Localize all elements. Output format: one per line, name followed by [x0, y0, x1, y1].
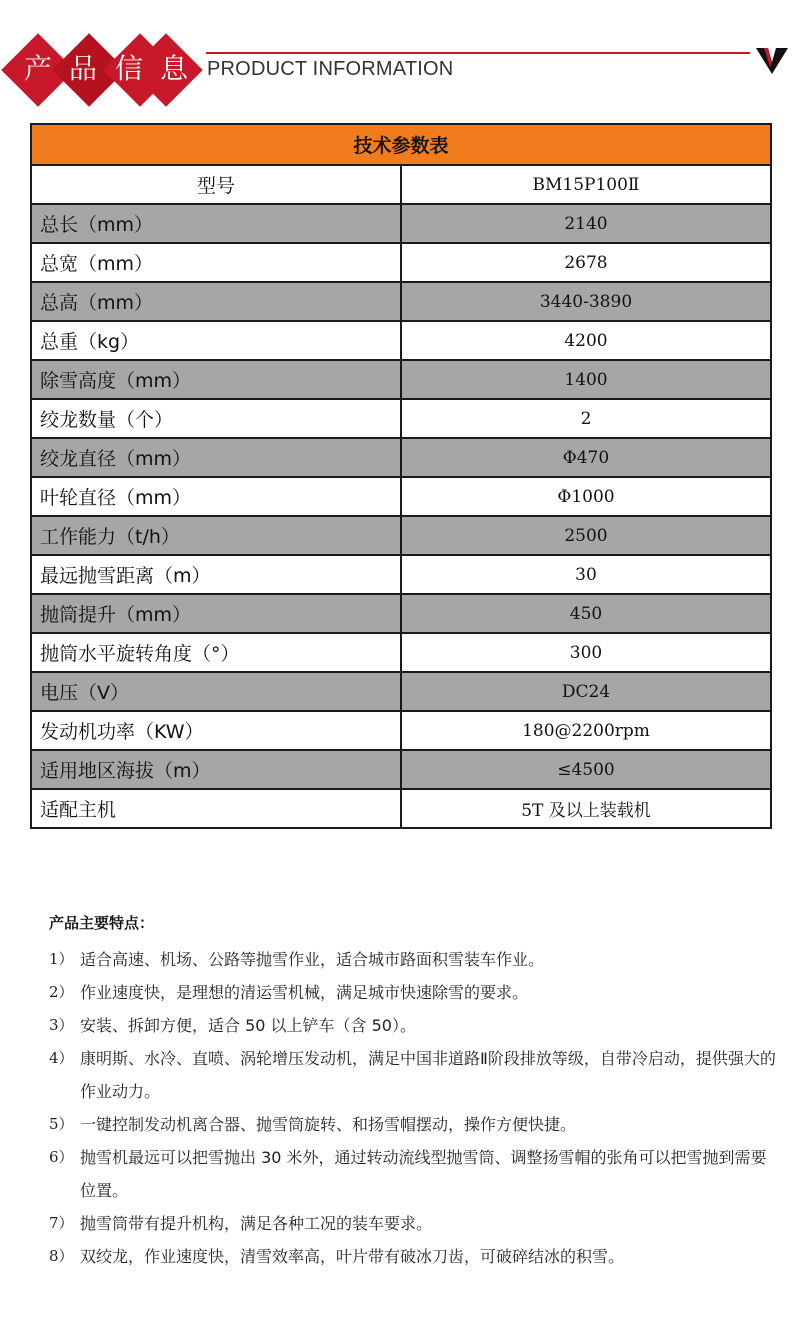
spec-param-value: 2 [401, 399, 771, 438]
table-row [31, 555, 771, 594]
spec-param-label: 总高（mm） [31, 282, 401, 321]
spec-param-label: 抛筒提升（mm） [31, 594, 401, 633]
feature-text: 安装、拆卸方便，适合 50 以上铲车（含 50）。 [80, 1016, 416, 1035]
section-header [0, 0, 800, 110]
features-list [49, 943, 779, 1273]
header-title-char: 品 [68, 52, 97, 85]
feature-number: 7） [49, 1214, 74, 1232]
features-section [49, 912, 779, 1273]
header-title-char: 息 [159, 52, 188, 85]
table-row [31, 672, 771, 711]
spec-param-value: 1400 [401, 360, 771, 399]
list-item [49, 1141, 779, 1207]
spec-param-value: 2500 [401, 516, 771, 555]
spec-param-value: Φ470 [401, 438, 771, 477]
v-logo-icon [752, 40, 792, 80]
spec-param-label: 电压（V） [31, 672, 401, 711]
list-item [49, 943, 779, 976]
feature-text: 康明斯、水冷、直喷、涡轮增压发动机，满足中国非道路Ⅱ阶段排放等级，自带冷启动，提供强大的作业动力。 [80, 1049, 776, 1101]
table-row [31, 594, 771, 633]
spec-param-label: 工作能力（t/h） [31, 516, 401, 555]
feature-number: 5） [49, 1115, 74, 1133]
spec-param-value: 2140 [401, 204, 771, 243]
spec-param-label: 叶轮直径（mm） [31, 477, 401, 516]
spec-header-row [31, 165, 771, 204]
list-item [49, 1240, 779, 1273]
spec-param-value: 3440-3890 [401, 282, 771, 321]
spec-param-value: ≤4500 [401, 750, 771, 789]
feature-number: 1） [49, 950, 74, 968]
feature-text: 抛雪筒带有提升机构，满足各种工况的装车要求。 [80, 1214, 433, 1233]
table-row [31, 477, 771, 516]
spec-table [30, 123, 772, 829]
table-row [31, 438, 771, 477]
header-title-char: 产 [23, 52, 52, 85]
feature-number: 2） [49, 983, 74, 1001]
spec-param-value: DC24 [401, 672, 771, 711]
list-item [49, 1207, 779, 1240]
table-row [31, 750, 771, 789]
spec-param-value: 2678 [401, 243, 771, 282]
feature-text: 抛雪机最远可以把雪抛出 30 米外，通过转动流线型抛雪筒、调整扬雪帽的张角可以把雪抛到需要位置。 [80, 1148, 767, 1200]
feature-number: 4） [49, 1049, 74, 1067]
spec-param-label: 绞龙直径（mm） [31, 438, 401, 477]
feature-number: 8） [49, 1247, 74, 1265]
header-subtitle: PRODUCT INFORMATION [207, 58, 454, 80]
spec-param-value: 300 [401, 633, 771, 672]
list-item [49, 1009, 779, 1042]
header-divider [206, 52, 750, 54]
table-row [31, 243, 771, 282]
table-row [31, 204, 771, 243]
spec-param-label: 最远抛雪距离（m） [31, 555, 401, 594]
spec-param-value: 4200 [401, 321, 771, 360]
spec-param-label: 抛筒水平旋转角度（°） [31, 633, 401, 672]
feature-text: 作业速度快，是理想的清运雪机械，满足城市快速除雪的要求。 [80, 983, 529, 1002]
spec-param-value: 180@2200rpm [401, 711, 771, 750]
table-row [31, 282, 771, 321]
spec-table-title: 技术参数表 [31, 124, 771, 165]
spec-param-label: 适用地区海拔（m） [31, 750, 401, 789]
features-title: 产品主要特点： [49, 914, 155, 932]
feature-text: 双绞龙，作业速度快，清雪效率高，叶片带有破冰刀齿，可破碎结冰的积雪。 [80, 1247, 625, 1266]
table-row [31, 789, 771, 828]
feature-text: 一键控制发动机离合器、抛雪筒旋转、和扬雪帽摆动，操作方便快捷。 [80, 1115, 577, 1134]
spec-param-label: 总宽（mm） [31, 243, 401, 282]
model-value: BM15P100Ⅱ [401, 165, 771, 204]
feature-number: 3） [49, 1016, 74, 1034]
spec-param-label: 总重（kg） [31, 321, 401, 360]
spec-param-value: Φ1000 [401, 477, 771, 516]
spec-param-value: 450 [401, 594, 771, 633]
spec-param-label: 绞龙数量（个） [31, 399, 401, 438]
table-row [31, 321, 771, 360]
spec-param-label: 总长（mm） [31, 204, 401, 243]
table-row [31, 633, 771, 672]
table-row [31, 399, 771, 438]
spec-param-label: 除雪高度（mm） [31, 360, 401, 399]
table-row [31, 711, 771, 750]
table-row [31, 516, 771, 555]
model-label: 型号 [31, 165, 401, 204]
list-item [49, 976, 779, 1009]
list-item [49, 1042, 779, 1108]
list-item [49, 1108, 779, 1141]
header-title-char: 信 [114, 52, 143, 85]
feature-number: 6） [49, 1148, 74, 1166]
spec-param-label: 发动机功率（KW） [31, 711, 401, 750]
spec-param-value: 5T 及以上装载机 [401, 789, 771, 828]
table-row [31, 360, 771, 399]
spec-param-label: 适配主机 [31, 789, 401, 828]
feature-text: 适合高速、机场、公路等抛雪作业，适合城市路面积雪装车作业。 [80, 950, 545, 969]
spec-param-value: 30 [401, 555, 771, 594]
